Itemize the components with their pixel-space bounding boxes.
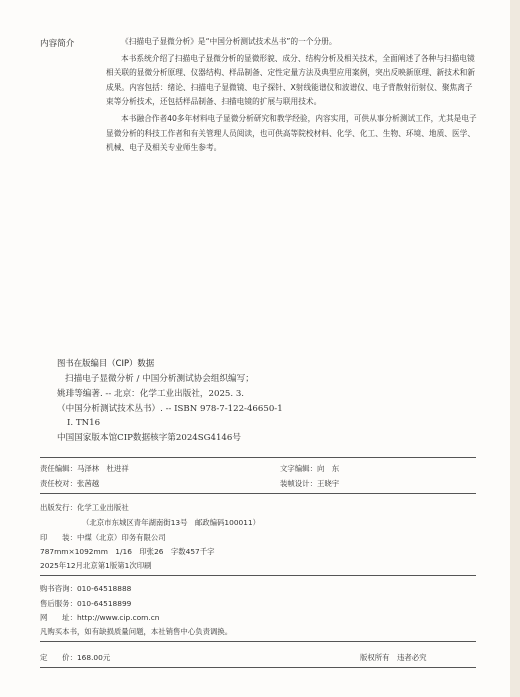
purchase-label: 购书咨询： xyxy=(40,584,77,593)
website-row xyxy=(40,612,159,623)
publisher-row xyxy=(40,502,129,513)
designer-row xyxy=(280,478,339,489)
edition-info: 2025年12月北京第1版第1次印刷 xyxy=(40,561,152,570)
publisher-address: （北京市东城区青年湖南街13号 邮政编码100011） xyxy=(82,518,261,527)
divider xyxy=(40,641,476,642)
book-spec: 787mm×1092mm 1/16 印张26 字数457千字 xyxy=(40,547,215,556)
designer-label: 装帧设计： xyxy=(280,479,317,488)
cip-line: （中国分析测试技术丛书）. -- ISBN 978-7-122-46650-1 xyxy=(57,403,283,414)
cip-line: 姚琲等编著. -- 北京：化学工业出版社，2025. 3. xyxy=(57,388,245,399)
website-label: 网 址： xyxy=(40,613,77,622)
divider xyxy=(40,667,476,668)
proofreader-label: 责任校对： xyxy=(40,479,77,488)
publisher-value: 化学工业出版社 xyxy=(76,503,129,512)
copyright-notice: 版权所有 违者必究 xyxy=(360,653,427,662)
price-label: 定 价： xyxy=(40,653,77,662)
text-editor-row xyxy=(280,463,339,474)
intro-paragraph: 本书融合作者40多年材料电子显微分析研究和教学经验，内容实用，可供从事分析测试工作，尤其是电子显微分析的科技工作者和有关管理人员阅读，也可供高等院校材料、化学、化工、生物、环境、地质、医学、机械、电子及相关专业师生参考。 xyxy=(106,113,477,153)
website-value: http://www.cip.com.cn xyxy=(76,613,160,622)
text-editor-value: 向 东 xyxy=(316,464,340,473)
service-value: 010-64518899 xyxy=(76,599,132,608)
intro-paragraph: 《扫描电子显微分析》是“中国分析测试技术丛书”的一个分册。 xyxy=(121,37,337,46)
cip-block xyxy=(57,357,477,446)
price-row xyxy=(40,652,110,663)
proofreader-row xyxy=(40,478,99,489)
service-label: 售后服务： xyxy=(40,599,77,608)
intro-body xyxy=(106,35,478,156)
printer-label: 印 装： xyxy=(40,533,77,542)
exchange-notice: 凡购买本书，如有缺损质量问题，本社销售中心负责调换。 xyxy=(40,627,233,636)
purchase-row xyxy=(40,583,131,594)
page-edge xyxy=(510,0,520,697)
designer-value: 王晓宇 xyxy=(316,479,340,488)
intro-paragraph: 本书系统介绍了扫描电子显微分析的显微形貌、成分、结构分析及相关技术，全面阐述了各种与扫描电镜相关联的显微分析原理、仪器结构、样品制备、定性定量方法及典型应用案例，突出反映新原理、新技术和新成果。内容包括：绪论、扫描电子显微镜、电子探针、X射线能谱仪和波谱仪、电子背散射衍射仪、聚焦离子束等分析技术，还包括样品制备、扫描电镜的扩展与联用技术。 xyxy=(106,53,476,107)
proofreader-value: 张茜越 xyxy=(76,479,100,488)
divider xyxy=(40,493,476,494)
purchase-value: 010-64518888 xyxy=(76,584,132,593)
editor-label: 责任编辑： xyxy=(40,464,77,473)
editor-value: 马泽林 杜进祥 xyxy=(76,464,129,473)
text-editor-label: 文字编辑： xyxy=(280,464,317,473)
publisher-label: 出版发行： xyxy=(40,503,77,512)
cip-title: 图书在版编目（CIP）数据 xyxy=(57,358,155,368)
intro-label: 内容简介 xyxy=(40,39,75,49)
cip-line: 扫描电子显微分析 / 中国分析测试协会组织编写； xyxy=(65,374,254,384)
cip-line: Ⅰ. TN16 xyxy=(67,418,101,429)
printer-value: 中煤（北京）印务有限公司 xyxy=(76,533,166,542)
divider xyxy=(40,575,476,576)
editor-row xyxy=(40,463,129,474)
printer-row xyxy=(40,532,166,543)
cip-line: 中国国家版本馆CIP数据核字第2024SG4146号 xyxy=(57,433,241,444)
price-value: 168.00元 xyxy=(76,653,111,662)
divider xyxy=(40,457,476,458)
service-row xyxy=(40,598,131,609)
